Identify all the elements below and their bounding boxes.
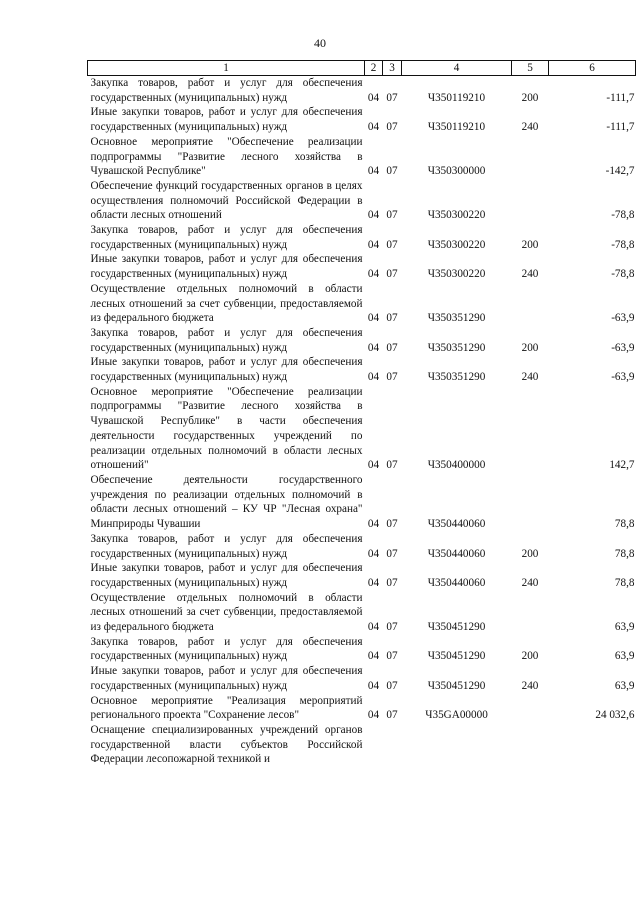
column-header-2: 2 [365, 61, 383, 76]
row-target-article-cell: Ч350351290 [427, 371, 486, 384]
row-amount-cell: -63,9 [611, 312, 635, 325]
table-body [88, 76, 636, 768]
row-amount-cell [549, 723, 636, 767]
row-expense-type-cell [512, 591, 549, 635]
row-target-article-cell: Ч350300000 [427, 165, 486, 178]
table-row [88, 694, 636, 723]
row-expense-type-cell: 200 [521, 650, 539, 663]
row-expense-type-cell: 240 [521, 268, 539, 281]
row-name-cell: Основное мероприятие "Реализация мероприятий регионального проекта "Сохранение лесов" [90, 694, 363, 722]
table-row [88, 76, 636, 106]
row-target-article-cell: Ч350300220 [427, 209, 486, 222]
row-target-article-cell: Ч350440060 [427, 576, 486, 589]
row-amount-cell: -78,8 [611, 268, 635, 281]
row-section-cell: 04 [367, 91, 380, 104]
row-name-cell: Осуществление отдельных полномочий в области лесных отношений за счет субвенции, предоставляемой из федерального бюджета [90, 282, 363, 325]
row-expense-type-cell [512, 282, 549, 326]
row-target-article-cell: Ч350451290 [427, 679, 486, 692]
row-expense-type-cell [512, 723, 549, 767]
row-name-cell: Обеспечение функций государственных органов в целях осуществления полномочий Российской Федерации в области лесных отношений [90, 179, 363, 222]
table-header-row [88, 61, 636, 76]
row-amount-cell: 78,8 [614, 518, 635, 531]
row-amount-cell: -111,7 [606, 121, 635, 134]
row-subsection-cell: 07 [386, 209, 398, 222]
row-target-article-cell: Ч35GA00000 [425, 709, 488, 722]
budget-table [87, 60, 636, 767]
row-expense-type-cell: 200 [521, 341, 539, 354]
row-name-cell: Оснащение специализированных учреждений органов государственной власти субъектов Российской Федерации лесопожарной техникой и [90, 723, 363, 766]
row-target-article-cell: Ч350451290 [427, 621, 486, 634]
row-name-cell: Закупка товаров, работ и услуг для обеспечения государственных (муниципальных) нужд [90, 532, 363, 560]
row-name-cell: Иные закупки товаров, работ и услуг для обеспечения государственных (муниципальных) нужд [90, 665, 363, 692]
row-expense-type-cell [512, 473, 549, 532]
row-name-cell: Иные закупки товаров, работ и услуг для обеспечения государственных (муниципальных) нужд [90, 356, 363, 384]
row-expense-type-cell [512, 135, 549, 179]
row-subsection-cell: 07 [386, 650, 398, 663]
row-subsection-cell: 07 [386, 709, 398, 722]
row-amount-cell: -111,7 [606, 91, 635, 104]
row-target-article-cell: Ч350351290 [427, 341, 486, 354]
row-section-cell: 04 [367, 650, 380, 663]
row-subsection-cell: 07 [386, 547, 398, 560]
table-row [88, 179, 636, 223]
row-name-cell: Осуществление отдельных полномочий в области лесных отношений за счет субвенции, предоставляемой из федерального бюджета [90, 591, 363, 634]
row-target-article-cell [402, 723, 512, 767]
row-name-cell: Иные закупки товаров, работ и услуг для обеспечения государственных (муниципальных) нужд [90, 253, 363, 281]
row-subsection-cell: 07 [386, 268, 398, 281]
row-expense-type-cell: 240 [521, 121, 539, 134]
row-amount-cell: 63,9 [614, 621, 635, 634]
table-row [88, 664, 636, 693]
row-target-article-cell: Ч350300220 [427, 238, 486, 251]
row-section-cell: 04 [367, 371, 380, 384]
row-target-article-cell: Ч350119210 [427, 121, 486, 134]
row-expense-type-cell: 240 [521, 576, 539, 589]
row-target-article-cell: Ч350400000 [427, 459, 486, 472]
row-subsection-cell: 07 [386, 165, 398, 178]
page-number: 40 [314, 36, 326, 50]
column-header-4: 4 [402, 61, 512, 76]
row-section-cell [365, 723, 383, 767]
row-subsection-cell: 07 [386, 459, 398, 472]
row-amount-cell: 63,9 [614, 679, 635, 692]
row-expense-type-cell: 200 [521, 238, 539, 251]
row-target-article-cell: Ч350300220 [427, 268, 486, 281]
row-subsection-cell: 07 [386, 341, 398, 354]
row-section-cell: 04 [367, 121, 380, 134]
column-header-6: 6 [549, 61, 636, 76]
row-expense-type-cell [512, 179, 549, 223]
row-amount-cell: 142,7 [609, 459, 635, 472]
table-row [88, 355, 636, 384]
row-expense-type-cell: 240 [521, 371, 539, 384]
row-section-cell: 04 [367, 621, 380, 634]
table-row [88, 723, 636, 767]
row-section-cell: 04 [367, 709, 380, 722]
row-name-cell: Закупка товаров, работ и услуг для обеспечения государственных (муниципальных) нужд [90, 635, 363, 663]
column-header-1: 1 [88, 61, 365, 76]
row-name-cell: Обеспечение деятельности государственного учреждения по реализации отдельных полномочий в области лесных отношений – КУ ЧР "Лесная охрана" Минприроды Чувашии [90, 473, 363, 531]
row-section-cell: 04 [367, 547, 380, 560]
table-row [88, 591, 636, 635]
row-section-cell: 04 [367, 576, 380, 589]
row-expense-type-cell [512, 385, 549, 473]
row-subsection-cell [383, 723, 402, 767]
row-amount-cell: -142,7 [605, 165, 635, 178]
row-subsection-cell: 07 [386, 238, 398, 251]
row-section-cell: 04 [367, 459, 380, 472]
table-row [88, 252, 636, 281]
row-section-cell: 04 [367, 238, 380, 251]
row-amount-cell: -63,9 [611, 341, 635, 354]
row-amount-cell: -78,8 [611, 238, 635, 251]
row-amount-cell: -63,9 [611, 371, 635, 384]
row-section-cell: 04 [367, 268, 380, 281]
row-section-cell: 04 [367, 209, 380, 222]
row-target-article-cell: Ч350440060 [427, 518, 486, 531]
table-row [88, 105, 636, 134]
row-amount-cell: 78,8 [614, 576, 635, 589]
row-subsection-cell: 07 [386, 312, 398, 325]
row-name-cell: Основное мероприятие "Обеспечение реализации подпрограммы "Развитие лесного хозяйства в Чувашской Республике" в части обеспечения деятельности государственных учреждений по реализации отдельных полномочий в области лесных отношений" [90, 385, 363, 472]
row-name-cell: Основное мероприятие "Обеспечение реализации подпрограммы "Развитие лесного хозяйства в Чувашской Республике" [90, 135, 363, 178]
row-amount-cell: -78,8 [611, 209, 635, 222]
row-name-cell: Иные закупки товаров, работ и услуг для обеспечения государственных (муниципальных) нужд [90, 106, 363, 134]
column-header-5: 5 [512, 61, 549, 76]
row-name-cell: Иные закупки товаров, работ и услуг для обеспечения государственных (муниципальных) нужд [90, 562, 363, 589]
table-row [88, 385, 636, 473]
row-target-article-cell: Ч350440060 [427, 547, 486, 560]
table-row [88, 282, 636, 326]
table-row [88, 473, 636, 532]
table-row [88, 635, 636, 664]
column-header-3: 3 [383, 61, 402, 76]
row-section-cell: 04 [367, 341, 380, 354]
row-subsection-cell: 07 [386, 679, 398, 692]
row-expense-type-cell: 200 [521, 91, 539, 104]
row-section-cell: 04 [367, 679, 380, 692]
row-name-cell: Закупка товаров, работ и услуг для обеспечения государственных (муниципальных) нужд [90, 77, 363, 104]
table-row [88, 532, 636, 561]
table-row [88, 135, 636, 179]
row-expense-type-cell: 200 [521, 547, 539, 560]
row-expense-type-cell [512, 694, 549, 723]
row-target-article-cell: Ч350351290 [427, 312, 486, 325]
row-amount-cell: 63,9 [614, 650, 635, 663]
row-subsection-cell: 07 [386, 91, 398, 104]
row-target-article-cell: Ч350451290 [427, 650, 486, 663]
row-section-cell: 04 [367, 165, 380, 178]
row-subsection-cell: 07 [386, 576, 398, 589]
table-row [88, 223, 636, 252]
row-target-article-cell: Ч350119210 [427, 91, 486, 104]
row-expense-type-cell: 240 [521, 679, 539, 692]
row-subsection-cell: 07 [386, 371, 398, 384]
row-amount-cell: 78,8 [614, 547, 635, 560]
row-name-cell: Закупка товаров, работ и услуг для обеспечения государственных (муниципальных) нужд [90, 326, 363, 354]
row-section-cell: 04 [367, 518, 380, 531]
table-row [88, 561, 636, 590]
row-subsection-cell: 07 [386, 121, 398, 134]
row-section-cell: 04 [367, 312, 380, 325]
row-amount-cell: 24 032,6 [595, 709, 635, 722]
row-name-cell: Закупка товаров, работ и услуг для обеспечения государственных (муниципальных) нужд [90, 224, 363, 251]
row-subsection-cell: 07 [386, 518, 398, 531]
table-row [88, 326, 636, 355]
row-subsection-cell: 07 [386, 621, 398, 634]
